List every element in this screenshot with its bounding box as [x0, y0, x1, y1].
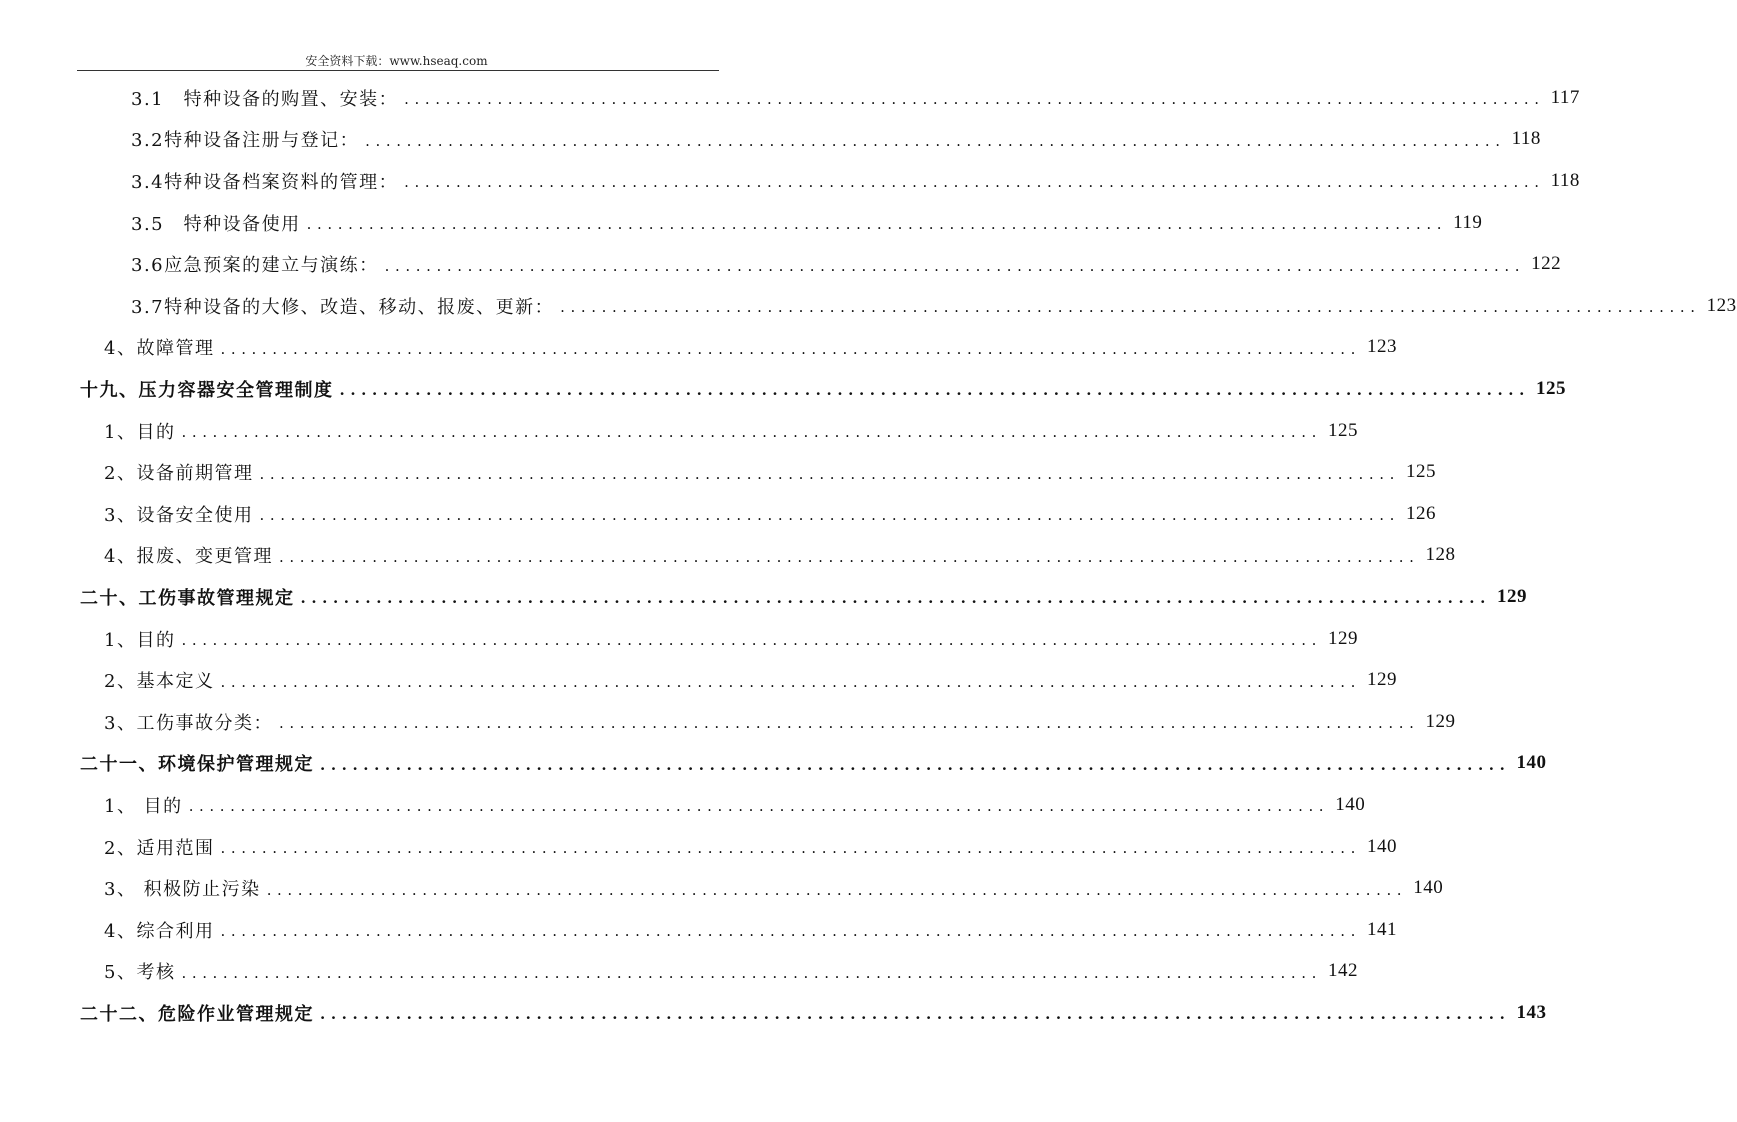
- toc-page-number: 142: [1327, 960, 1358, 982]
- toc-leader-dots: ..............................................................................................................: [560, 298, 1701, 317]
- toc-entry: [0, 77, 1580, 119]
- toc-entry-title: 十九、压力容器安全管理制度: [80, 379, 334, 401]
- toc-entry-title: 1、 目的: [104, 795, 183, 817]
- toc-leader-dots: ..............................................................................................................: [320, 755, 1511, 774]
- toc-page-number: 129: [1496, 585, 1527, 607]
- toc-entry-title: 3.6应急预案的建立与演练：: [131, 255, 379, 277]
- toc-entry: [0, 410, 1358, 452]
- toc-entry-title: 4、报废、变更管理: [104, 546, 273, 568]
- toc-page-number: 125: [1535, 377, 1566, 399]
- toc-page-number: 129: [1366, 669, 1397, 691]
- toc-entry-title: 3、 积极防止污染: [104, 879, 261, 901]
- toc-page-number: 140: [1366, 835, 1397, 857]
- toc-page-number: 123: [1366, 336, 1397, 358]
- toc-entry: [0, 451, 1436, 493]
- toc-entry: [0, 327, 1397, 369]
- toc-chapter-entry: [0, 743, 1547, 785]
- toc-leader-dots: ..............................................................................................................: [278, 714, 1420, 733]
- toc-leader-dots: ..............................................................................................................: [259, 464, 1400, 483]
- toc-leader-dots: ..............................................................................................................: [181, 963, 1322, 982]
- toc-entry-title: 2、基本定义: [104, 671, 215, 693]
- toc-page-number: 143: [1516, 1001, 1547, 1023]
- toc-leader-dots: ..............................................................................................................: [181, 631, 1322, 650]
- toc-page-number: 118: [1511, 128, 1541, 150]
- toc-page-number: 117: [1550, 86, 1580, 108]
- toc-entry-title: 3.2特种设备注册与登记：: [131, 130, 360, 152]
- toc-page-number: 141: [1366, 918, 1397, 940]
- toc-entry: [0, 826, 1397, 868]
- toc-leader-dots: ..............................................................................................................: [365, 131, 1506, 150]
- toc-entry-title: 4、综合利用: [104, 920, 215, 942]
- toc-entry-title: 3.7特种设备的大修、改造、移动、报废、更新：: [131, 296, 555, 318]
- toc-entry-title: 2、适用范围: [104, 837, 215, 859]
- toc-leader-dots: ..............................................................................................................: [404, 90, 1545, 109]
- toc-page-number: 140: [1516, 752, 1547, 774]
- toc-entry-title: 3.5 特种设备使用: [131, 213, 301, 235]
- toc-page-number: 126: [1405, 502, 1436, 524]
- toc-entry: [0, 659, 1397, 701]
- toc-page-number: 129: [1327, 627, 1358, 649]
- toc-page-number: 140: [1335, 793, 1366, 815]
- toc-leader-dots: ..............................................................................................................: [339, 381, 1530, 400]
- toc-entry: [0, 784, 1366, 826]
- toc-leader-dots: ..............................................................................................................: [306, 215, 1448, 234]
- toc-chapter-entry: [0, 368, 1566, 410]
- toc-leader-dots: ..............................................................................................................: [384, 256, 1526, 275]
- toc-entry: [0, 160, 1580, 202]
- toc-leader-dots: ..............................................................................................................: [220, 922, 1361, 941]
- toc-entry: [0, 493, 1436, 535]
- toc-page-number: 128: [1425, 544, 1456, 566]
- toc-entry: [0, 909, 1397, 951]
- toc-entry-title: 二十二、危险作业管理规定: [80, 1003, 314, 1025]
- toc-entry: [0, 701, 1456, 743]
- toc-entry-title: 1、目的: [104, 421, 176, 443]
- toc-entry-title: 二十、工伤事故管理规定: [80, 587, 295, 609]
- toc-entry-title: 3.1 特种设备的购置、安装：: [131, 88, 399, 110]
- toc-entry-title: 3.4特种设备档案资料的管理：: [131, 171, 399, 193]
- toc-chapter-entry: [0, 576, 1527, 618]
- toc-entry-title: 2、设备前期管理: [104, 463, 254, 485]
- toc-entry-title: 1、目的: [104, 629, 176, 651]
- toc-entry-title: 4、故障管理: [104, 338, 215, 360]
- toc-leader-dots: ..............................................................................................................: [220, 339, 1361, 358]
- toc-leader-dots: ..............................................................................................................: [259, 506, 1400, 525]
- toc-leader-dots: ..............................................................................................................: [188, 797, 1330, 816]
- toc-leader-dots: ..............................................................................................................: [300, 589, 1491, 608]
- toc-leader-dots: ..............................................................................................................: [220, 672, 1361, 691]
- toc-entry: [0, 202, 1483, 244]
- toc-leader-dots: ..............................................................................................................: [220, 839, 1361, 858]
- toc-entry-title: 3、设备安全使用: [104, 504, 254, 526]
- header-divider: [77, 70, 719, 71]
- toc-page-number: 119: [1453, 211, 1483, 233]
- toc-page-number: 140: [1413, 877, 1444, 899]
- toc-leader-dots: ..............................................................................................................: [278, 547, 1420, 566]
- toc-entry: [0, 867, 1444, 909]
- toc-leader-dots: ..............................................................................................................: [320, 1005, 1511, 1024]
- toc-entry: [0, 243, 1562, 285]
- toc-entry-title: 5、考核: [104, 962, 176, 984]
- toc-chapter-entry: [0, 992, 1547, 1034]
- toc-page-number: 122: [1531, 253, 1562, 275]
- toc-leader-dots: ..............................................................................................................: [404, 173, 1545, 192]
- toc-page-number: 125: [1405, 461, 1436, 483]
- toc-entry: [0, 119, 1541, 161]
- toc-entry: [0, 285, 1737, 327]
- toc-page-number: 129: [1425, 710, 1456, 732]
- toc-entry-title: 3、工伤事故分类：: [104, 712, 273, 734]
- toc-entry-title: 二十一、环境保护管理规定: [80, 754, 314, 776]
- toc-entry: [0, 618, 1358, 660]
- toc-entry: [0, 535, 1456, 577]
- toc-page-number: 123: [1706, 294, 1737, 316]
- toc-leader-dots: ..............................................................................................................: [266, 880, 1408, 899]
- toc-page-number: 118: [1550, 169, 1580, 191]
- page-header: 安全资料下载：www.hseaq.com: [305, 54, 488, 68]
- toc-page-number: 125: [1327, 419, 1358, 441]
- toc-leader-dots: ..............................................................................................................: [181, 423, 1322, 442]
- toc-entry: [0, 951, 1358, 993]
